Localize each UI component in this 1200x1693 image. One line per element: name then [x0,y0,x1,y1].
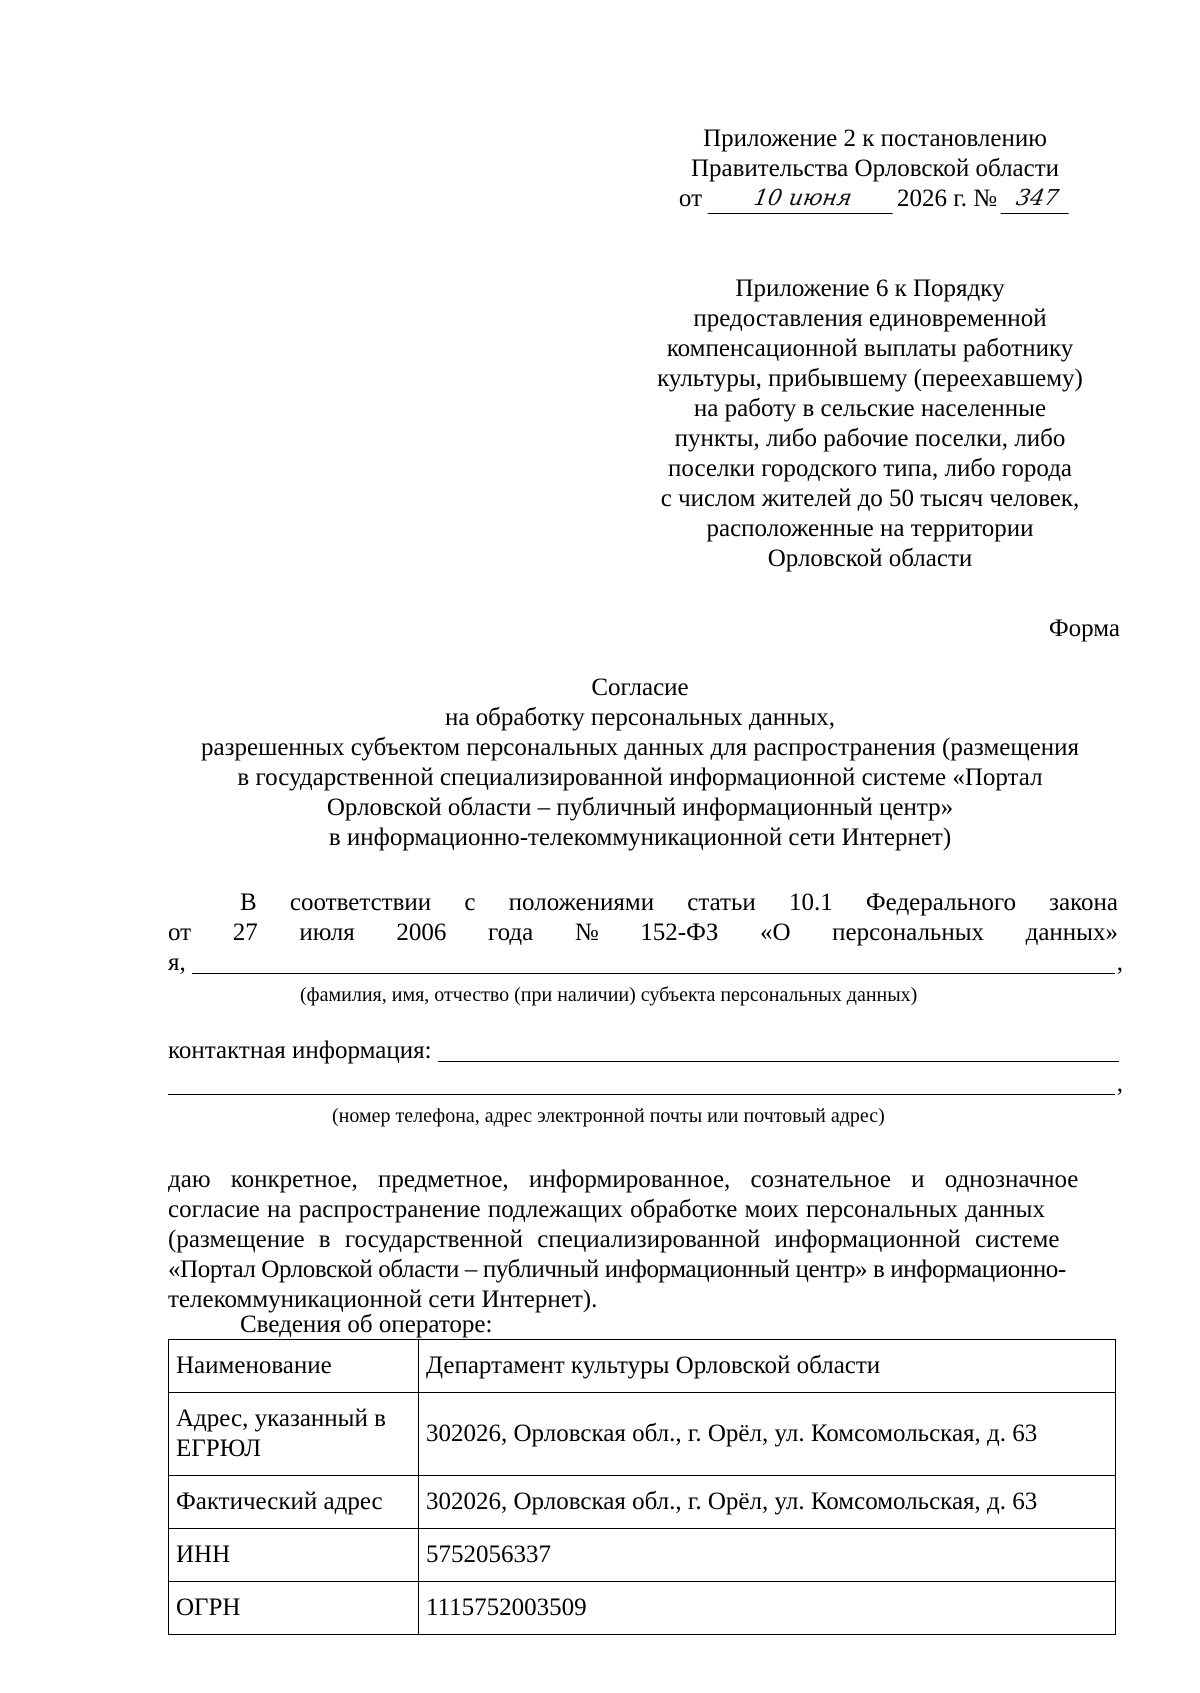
resolution-date-line [650,184,1100,214]
intro-word: 10.1 [788,889,833,916]
date-prefix: от [678,185,703,212]
operator-heading: Сведения об операторе: [240,1311,493,1338]
table-cell-label: ИНН [169,1529,419,1582]
title-line: в информационно-телекоммуникационной сети Интернет) [328,824,952,851]
intro-word: № [574,919,599,946]
intro-word: Федерального [865,889,1016,916]
intro-word: с [464,889,476,916]
table-cell-value: 302026, Орловская обл., г. Орёл, ул. Комсомольская, д. 63 [419,1393,1116,1476]
appendix-6-line: расположенные на территории [706,515,1034,542]
subject-name-field[interactable] [192,949,1115,974]
intro-word: от [168,919,192,946]
table-cell-value: 302026, Орловская обл., г. Орёл, ул. Комсомольская, д. 63 [419,1476,1116,1529]
subject-prefix: я, [168,949,186,976]
subject-name-row [168,948,1123,978]
intro-word: В [240,889,257,916]
contact-field-line-2[interactable] [168,1070,1115,1095]
contact-row-2 [168,1069,1123,1099]
appendix-6-line: с числом жителей до 50 тысяч человек, [660,485,1080,512]
table-cell-label: ОГРН [169,1582,419,1635]
title-line: Согласие [591,674,689,701]
subject-caption: (фамилия, имя, отчество (при наличии) субъекта персональных данных) [300,984,918,1006]
intro-word: 27 [232,919,258,946]
year-text: 2026 г. № [897,185,998,212]
contact-suffix: , [1116,1070,1123,1097]
title-line: в государственной специализированной информационной системе «Портал [237,764,1043,791]
table-row [169,1393,1116,1476]
intro-word: 2006 [396,919,447,946]
table-cell-label: Фактический адрес [169,1476,419,1529]
form-label: Форма [1048,615,1120,642]
document-title [160,673,1120,853]
appendix-6-line: предоставления единовременной [693,305,1047,332]
appendix-2-line-2: Правительства Орловской области [690,155,1060,182]
consent-line [168,1165,1118,1195]
appendix-6-line: Приложение 6 к Порядку [735,275,1005,302]
consent-line-text: даю конкретное, предметное, информированное, сознательное и однозначное [168,1166,1079,1193]
intro-word: персональных [832,919,984,946]
appendix-2-line-1: Приложение 2 к постановлению [703,125,1047,152]
table-row [169,1582,1116,1635]
intro-word: соответствии [289,889,432,916]
appendix-6-header [640,274,1100,574]
consent-line-text: телекоммуникационной сети Интернет). [168,1286,598,1313]
intro-word: статьи [687,889,756,916]
handwritten-number: 347 [1001,187,1074,214]
intro-word: закона [1049,889,1118,916]
table-row [169,1529,1116,1582]
table-row [169,1476,1116,1529]
appendix-6-line: на работу в сельские населенные [693,395,1047,422]
intro-word: данных» [1025,919,1118,946]
consent-line [168,1225,1118,1255]
appendix-6-line: Орловской области [767,545,973,572]
table-cell-label: Адрес, указанный в ЕГРЮЛ [169,1393,419,1476]
intro-word: июля [299,919,355,946]
consent-line-text: (размещение в государственной специализированной информационной системе [168,1226,1060,1253]
appendix-2-header [650,124,1100,214]
appendix-6-line: поселки городского типа, либо города [667,455,1073,482]
subject-suffix: , [1116,949,1123,976]
consent-line-text: согласие на распространение подлежащих обработке моих персональных данных [168,1196,1045,1223]
title-line: на обработку персональных данных, [444,704,836,731]
table-row [169,1340,1116,1393]
intro-word: положениями [508,889,655,916]
intro-word: 152-ФЗ [640,919,719,946]
title-line: разрешенных субъектом персональных данных для распространения (размещения [201,734,1079,761]
table-cell-value: Департамент культуры Орловской области [419,1340,1116,1393]
intro-line-2 [168,918,1118,948]
table-cell-value: 1115752003509 [419,1582,1116,1635]
operator-table [168,1339,1116,1635]
title-line: Орловской области – публичный информационный центр» [326,794,954,821]
intro-word: года [487,919,534,946]
contact-label: контактная информация: [168,1037,432,1064]
appendix-6-line: культуры, прибывшему (переехавшему) [657,365,1083,392]
appendix-6-line: пункты, либо рабочие поселки, либо [674,425,1066,452]
table-cell-label: Наименование [169,1340,419,1393]
contact-field-line-1[interactable] [438,1037,1119,1062]
intro-line-1 [240,888,1118,918]
intro-word: «О [760,919,791,946]
consent-line [168,1195,1118,1225]
contact-caption: (номер телефона, адрес электронной почты или почтовый адрес) [332,1105,885,1127]
consent-line-text: «Портал Орловской области – публичный информационный центр» в информационно- [168,1256,1066,1283]
handwritten-date: 10 июня [708,187,898,214]
consent-line [168,1255,1118,1285]
appendix-6-line: компенсационной выплаты работнику [666,335,1074,362]
contact-row-1 [168,1036,1123,1066]
table-cell-value: 5752056337 [419,1529,1116,1582]
